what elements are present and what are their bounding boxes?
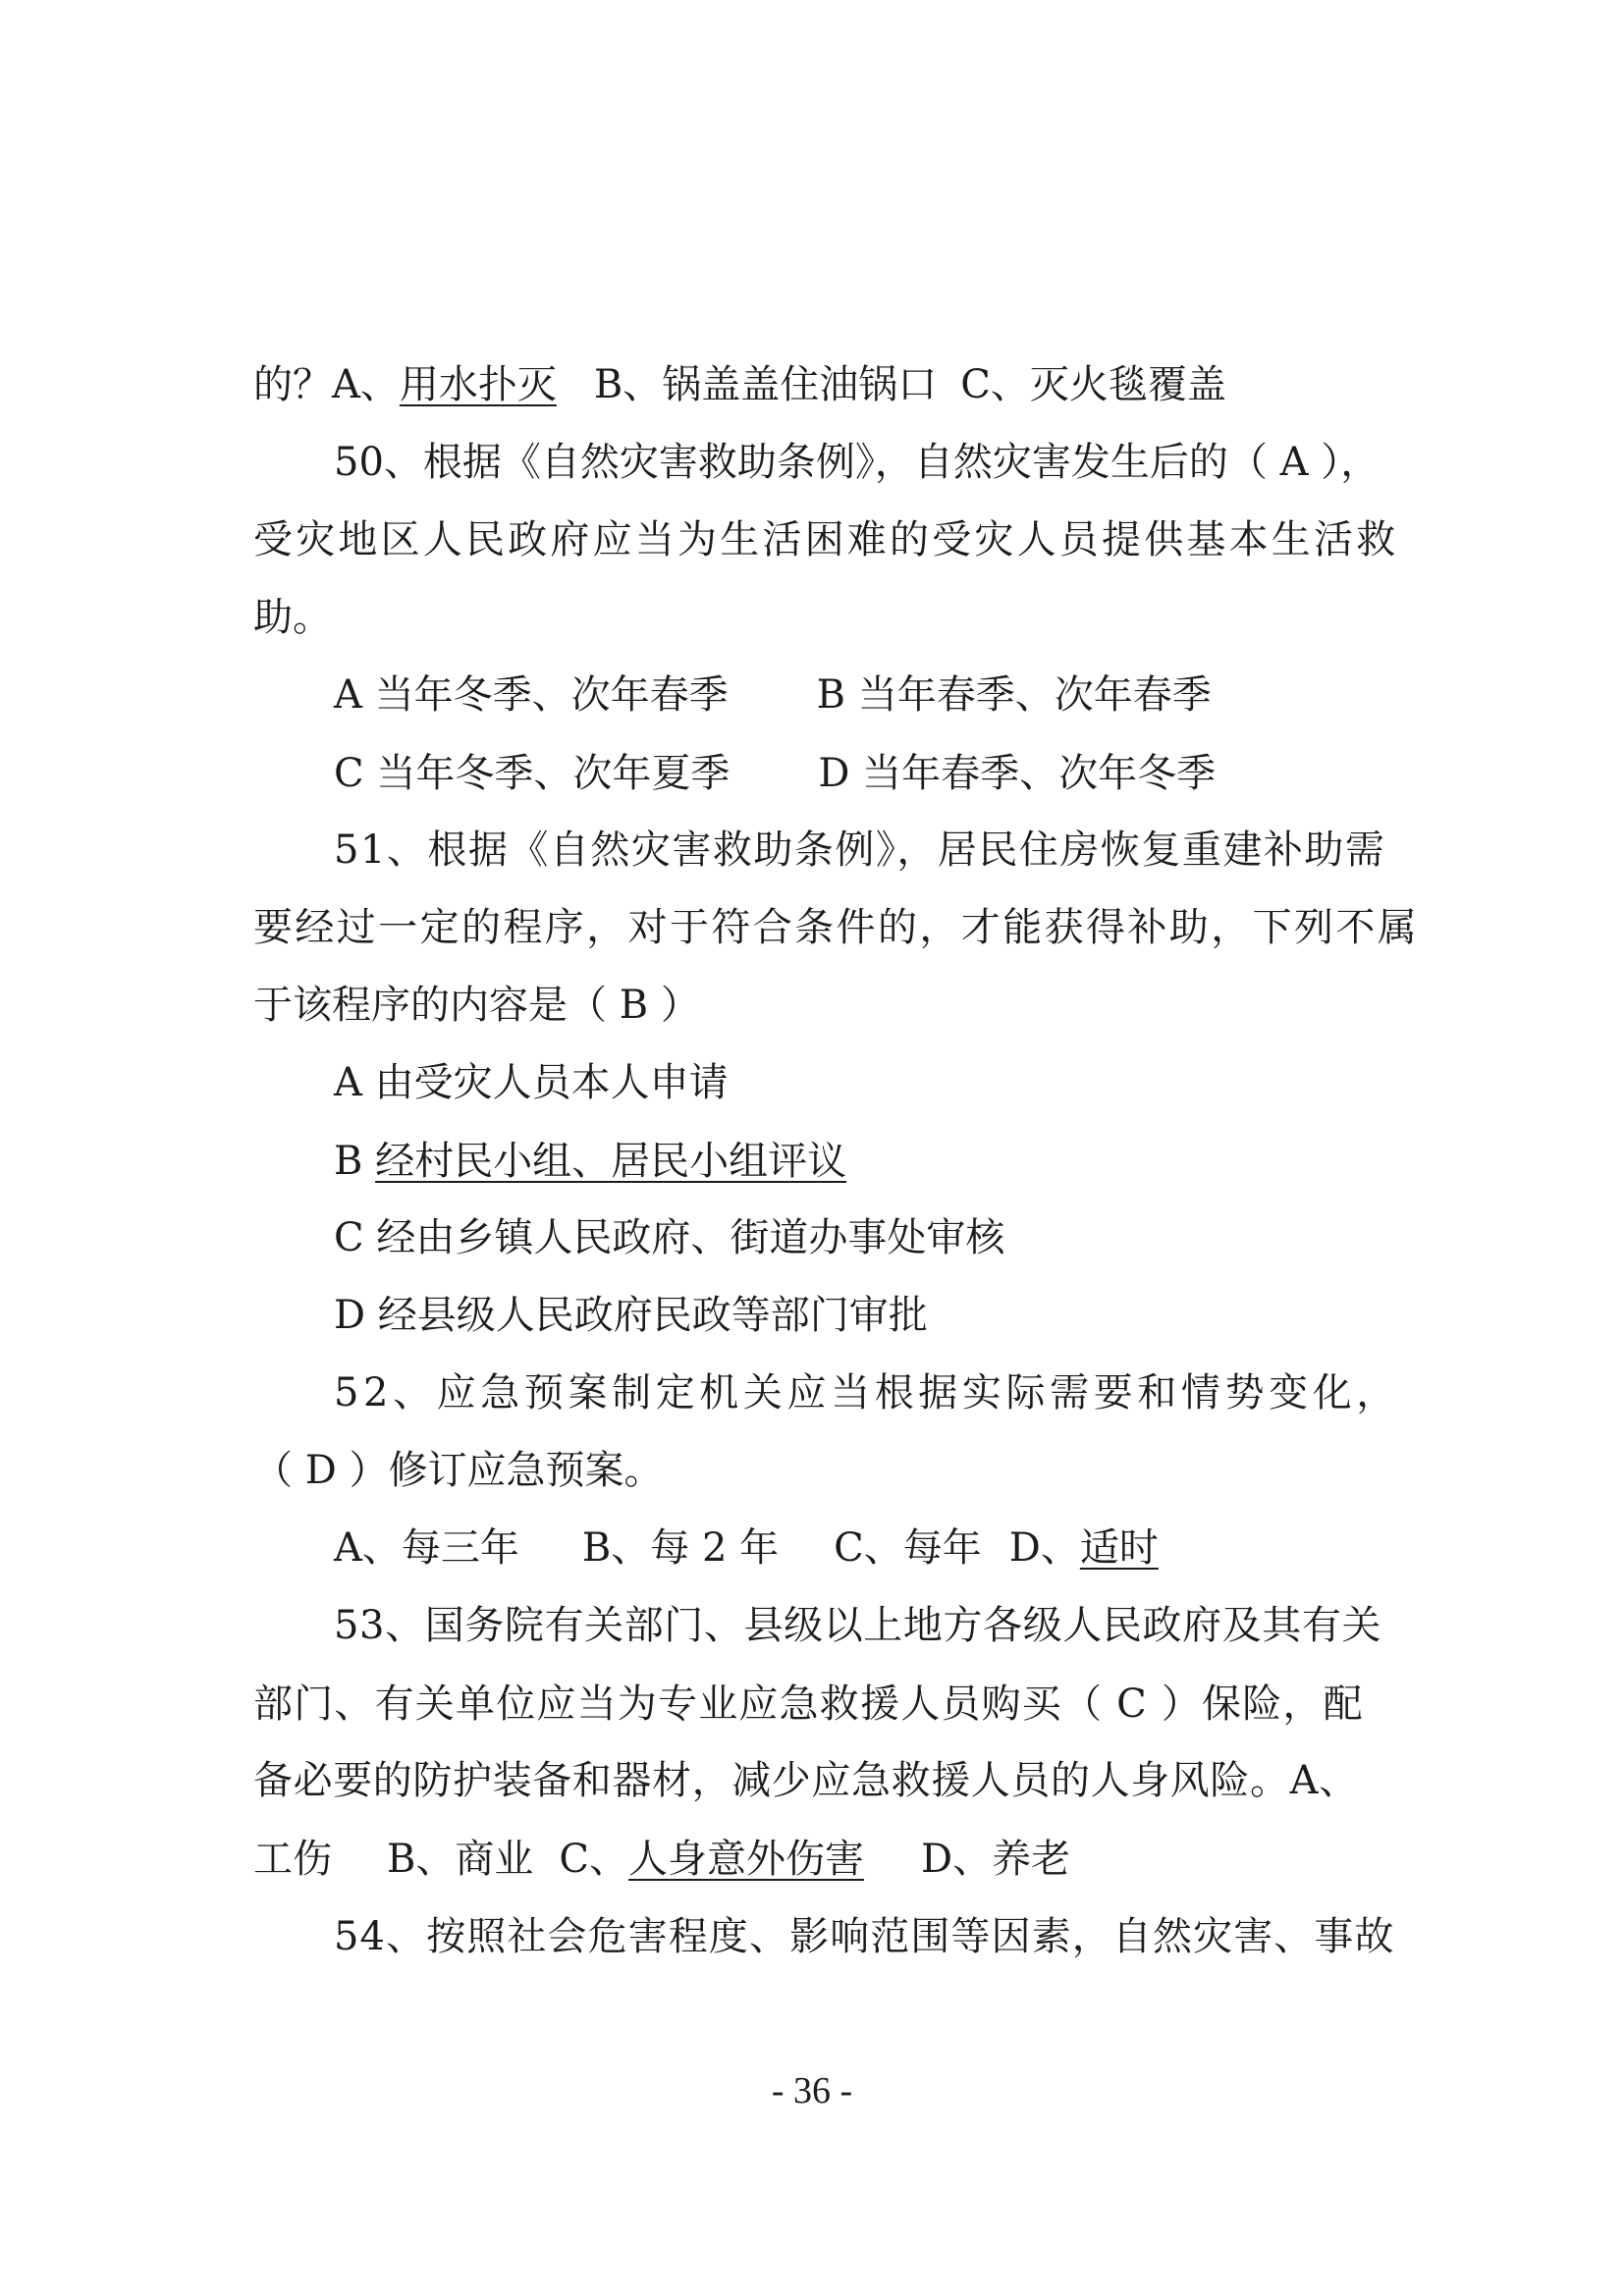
question-text: 50、根据《自然灾害救助条例》，自然灾害发生后的（ A ）， — [334, 440, 1380, 485]
question-53-line-3: 备必要的防护装备和器材，减少应急救援人员的人身风险。A、 — [253, 1758, 1359, 1803]
question-50-line-2: 受灾地区人民政府应当为生活困难的受灾人员提供基本生活救 — [253, 517, 1399, 562]
option-a: A、每三年 — [334, 1525, 519, 1571]
question-51-line-1: 51、根据《自然灾害救助条例》，居民住房恢复重建补助需 — [334, 828, 1386, 873]
question-52-line-2: （ D ）修订应急预案。 — [253, 1448, 664, 1493]
question-51-line-3: 于该程序的内容是（ B ） — [253, 983, 700, 1028]
question-50-line-1 — [334, 435, 1380, 490]
question-51-line-2: 要经过一定的程序，对于符合条件的，才能获得补助，下列不属 — [253, 905, 1420, 950]
option-c: C、 — [559, 1837, 629, 1882]
option-d: D 当年春季、次年冬季 — [818, 751, 1217, 796]
question-50-options-row-1 — [334, 667, 1212, 722]
question-51-option-d: D 经县级人民政府民政等部门审批 — [334, 1293, 928, 1338]
option-a-text: 工伤 — [253, 1837, 332, 1882]
option-b: B 当年春季、次年春季 — [816, 672, 1212, 718]
underlined-answer: 用水扑灭 — [399, 362, 557, 407]
underlined-answer: 经村民小组、居民小组评议 — [375, 1139, 847, 1184]
question-50-line-3: 助。 — [253, 595, 332, 640]
option-c: C 当年冬季、次年夏季 — [334, 751, 731, 796]
line-49-options — [253, 357, 1226, 412]
question-53-line-1: 53、国务院有关部门、县级以上地方各级人民政府及其有关 — [334, 1603, 1382, 1648]
question-53-options — [253, 1832, 1070, 1887]
question-51-option-c: C 经由乡镇人民政府、街道办事处审核 — [334, 1215, 1005, 1260]
option-d: D、养老 — [921, 1837, 1071, 1882]
option-b: B、商业 — [387, 1837, 534, 1882]
page-number: - 36 - — [771, 2070, 853, 2111]
underlined-answer: 人身意外伤害 — [628, 1837, 865, 1882]
text-segment: B、锅盖盖住油锅口 — [593, 362, 938, 407]
option-b: B、每 2 年 — [581, 1525, 780, 1571]
question-53-line-2: 部门、有关单位应当为专业应急救援人员购买（ C ）保险，配 — [253, 1682, 1364, 1727]
option-a: A 当年冬季、次年春季 — [334, 672, 729, 718]
question-52-line-1: 52、应急预案制定机关应当根据实际需要和情势变化， — [334, 1370, 1400, 1415]
question-52-options — [334, 1521, 1159, 1575]
option-letter: B — [334, 1139, 376, 1184]
underlined-answer: 适时 — [1079, 1525, 1159, 1571]
question-51-option-a: A 由受灾人员本人申请 — [334, 1060, 729, 1105]
text-segment: 的？A、 — [253, 362, 400, 407]
question-51-option-b — [334, 1134, 846, 1189]
question-50-options-row-2 — [334, 746, 1216, 801]
option-c: C、每年 — [834, 1525, 982, 1571]
question-54-line-1: 54、按照社会危害程度、影响范围等因素，自然灾害、事故 — [334, 1914, 1395, 1959]
option-d: D、 — [1008, 1525, 1080, 1571]
text-segment: C、灭火毯覆盖 — [960, 362, 1226, 407]
